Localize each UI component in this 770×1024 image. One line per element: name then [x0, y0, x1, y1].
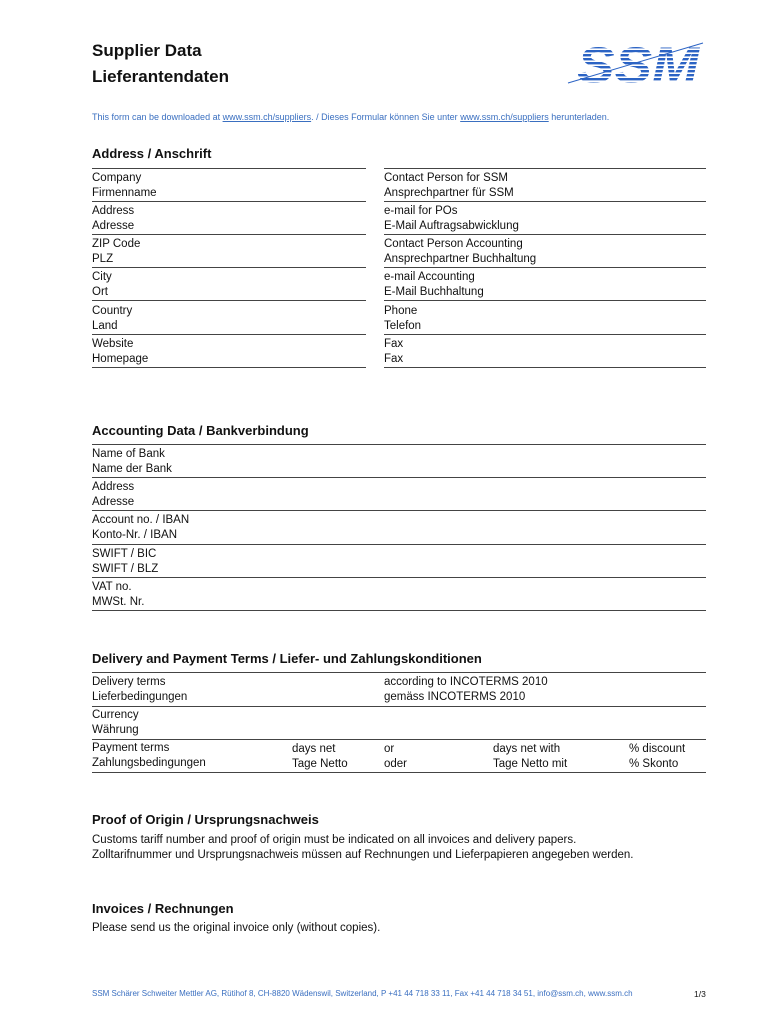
divider: [384, 334, 706, 335]
intro-text: This form can be downloaded at www.ssm.ch/suppliers. / Dieses Formular können Sie unter www.ssm.ch/suppliers herunterladen.: [92, 112, 610, 122]
divider: [384, 168, 706, 169]
download-link-de[interactable]: www.ssm.ch/suppliers: [460, 112, 549, 122]
divider: [92, 334, 366, 335]
address-right-field[interactable]: Fax Fax: [384, 338, 404, 365]
divider: [92, 201, 366, 202]
accounting-field[interactable]: Account no. / IBAN Konto-Nr. / IBAN: [92, 514, 190, 541]
address-left-field[interactable]: Website Homepage: [92, 338, 149, 365]
footer-address: SSM Schärer Schweiter Mettler AG, Rütihof 8, CH-8820 Wädenswil, Switzerland, P +41 44 718 33 11, Fax +41 44 718 34 51, info@ssm.ch, www.ssm.ch: [92, 989, 633, 998]
divider: [92, 367, 366, 368]
discount-field[interactable]: % discount % Skonto: [629, 743, 686, 770]
divider: [92, 772, 706, 773]
divider: [92, 672, 706, 673]
delivery-terms-field[interactable]: Delivery terms Lieferbedingungen: [92, 676, 188, 703]
divider: [92, 610, 706, 611]
accounting-field[interactable]: VAT no. MWSt. Nr.: [92, 581, 145, 608]
divider: [92, 234, 366, 235]
divider: [384, 367, 706, 368]
divider: [384, 234, 706, 235]
divider: [92, 477, 706, 478]
divider: [92, 577, 706, 578]
divider: [92, 168, 366, 169]
invoices-text: Please send us the original invoice only (without copies).: [92, 922, 381, 934]
accounting-field[interactable]: Address Adresse: [92, 481, 135, 508]
address-left-field[interactable]: Country Land: [92, 305, 133, 332]
address-right-field[interactable]: Contact Person Accounting Ansprechpartner Buchhaltung: [384, 238, 537, 265]
logo-text: SSM: [577, 38, 701, 88]
payment-terms-label: Payment terms Zahlungsbedingungen: [92, 742, 206, 769]
divider: [92, 300, 366, 301]
incoterms-label: according to INCOTERMS 2010 gemäss INCOTERMS 2010: [384, 676, 548, 703]
currency-field[interactable]: Currency Währung: [92, 709, 139, 736]
divider: [384, 201, 706, 202]
divider: [92, 267, 366, 268]
divider: [92, 544, 706, 545]
divider: [384, 267, 706, 268]
title-de: Lieferantendaten: [92, 67, 229, 86]
divider: [92, 444, 706, 445]
days-net-with-field[interactable]: days net with Tage Netto mit: [493, 743, 568, 770]
address-left-field[interactable]: Address Adresse: [92, 205, 135, 232]
address-left-field[interactable]: ZIP Code PLZ: [92, 238, 141, 265]
address-right-field[interactable]: e-mail for POs E-Mail Auftragsabwicklung: [384, 205, 519, 232]
ssm-logo: [566, 38, 706, 88]
address-left-field[interactable]: Company Firmenname: [92, 172, 157, 199]
origin-heading: Proof of Origin / Ursprungsnachweis: [92, 812, 319, 827]
address-heading: Address / Anschrift: [92, 146, 212, 161]
origin-text-en: Customs tariff number and proof of origin must be indicated on all invoices and delivery papers.: [92, 834, 577, 846]
delivery-heading: Delivery and Payment Terms / Liefer- und Zahlungskonditionen: [92, 651, 482, 666]
accounting-field[interactable]: SWIFT / BIC SWIFT / BLZ: [92, 548, 159, 575]
accounting-heading: Accounting Data / Bankverbindung: [92, 423, 309, 438]
divider: [384, 300, 706, 301]
address-left-field[interactable]: City Ort: [92, 271, 112, 298]
invoices-heading: Invoices / Rechnungen: [92, 901, 234, 916]
divider: [92, 739, 706, 740]
origin-text-de: Zolltarifnummer und Ursprungsnachweis müssen auf Rechnungen und Lieferpapieren angegeben werden.: [92, 849, 634, 861]
days-net-field[interactable]: days net Tage Netto: [292, 743, 348, 770]
divider: [92, 510, 706, 511]
page-number: 1/3: [694, 989, 706, 999]
address-right-field[interactable]: Phone Telefon: [384, 305, 422, 332]
download-link-en[interactable]: www.ssm.ch/suppliers: [222, 112, 312, 122]
divider: [92, 706, 706, 707]
address-right-field[interactable]: e-mail Accounting E-Mail Buchhaltung: [384, 271, 484, 298]
or-label: or oder: [384, 743, 408, 770]
address-right-field[interactable]: Contact Person for SSM Ansprechpartner für SSM: [384, 172, 514, 199]
accounting-field[interactable]: Name of Bank Name der Bank: [92, 448, 172, 475]
title-en: Supplier Data: [92, 41, 202, 60]
